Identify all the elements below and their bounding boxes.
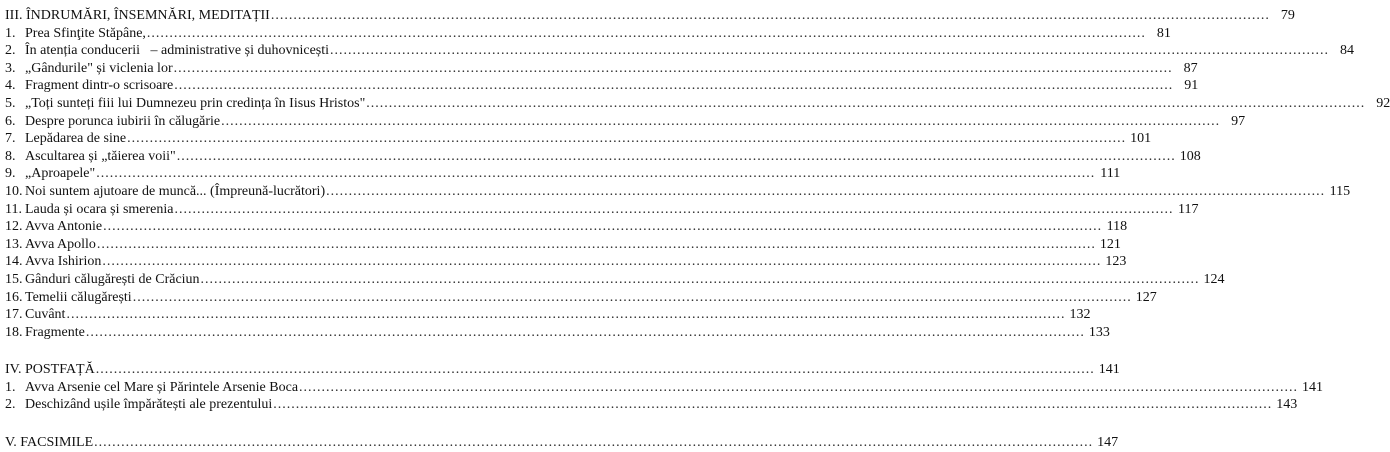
page-number: 141 <box>1302 379 1324 395</box>
toc-entry[interactable] <box>5 183 1351 201</box>
toc-entry[interactable] <box>5 306 1091 324</box>
dot-leader <box>271 7 1270 25</box>
page-number: 101 <box>1130 131 1152 147</box>
dot-leader <box>326 183 1325 201</box>
page-number: 84 <box>1340 43 1355 59</box>
dot-leader <box>96 165 1095 183</box>
toc-entry[interactable] <box>5 236 1121 254</box>
entry-title: „Aproapele" <box>25 166 96 182</box>
toc-entry[interactable] <box>5 396 1298 414</box>
toc-entry[interactable] <box>5 113 1246 131</box>
page-number: 117 <box>1178 201 1199 217</box>
entry-title: Fragmente <box>25 324 85 340</box>
toc-entry[interactable] <box>5 60 1198 78</box>
entry-number: 1. <box>5 379 16 395</box>
dot-leader <box>103 218 1102 236</box>
section-heading[interactable] <box>5 7 1295 25</box>
dot-leader <box>66 306 1065 324</box>
page-number: 121 <box>1099 236 1121 252</box>
toc-entry[interactable] <box>5 289 1157 307</box>
page-number: 132 <box>1069 307 1091 323</box>
page-number: 108 <box>1179 148 1201 164</box>
page-number: 115 <box>1329 183 1351 199</box>
page-number: 141 <box>1098 362 1120 378</box>
entry-number: 17. <box>5 307 23 323</box>
entry-title: Ascultarea și „tăierea voii" <box>25 148 176 164</box>
toc-entry[interactable] <box>5 77 1199 95</box>
entry-number: 14. <box>5 254 23 270</box>
entry-number: 13. <box>5 236 23 252</box>
toc-section-iii <box>5 7 1390 341</box>
section-title: IV. POSTFAȚĂ <box>5 362 95 378</box>
section-heading[interactable] <box>5 434 1119 452</box>
dot-leader <box>127 130 1126 148</box>
toc-entry[interactable] <box>5 253 1127 271</box>
toc-entry[interactable] <box>5 218 1128 236</box>
entry-number: 12. <box>5 219 23 235</box>
toc-entry[interactable] <box>5 25 1171 43</box>
entry-number: 8. <box>5 148 16 164</box>
entry-title: Temelii călugărești <box>25 289 132 305</box>
dot-leader <box>221 113 1220 131</box>
entry-title: Deschizând ușile împărătești ale prezentului <box>25 397 273 413</box>
entry-title: „Toți sunteți fiii lui Dumnezeu prin credința în Iisus Hristos" <box>25 95 366 111</box>
entry-number: 15. <box>5 271 23 287</box>
toc-entry[interactable] <box>5 165 1121 183</box>
entry-title: În atenția conducerii – administrative și duhovnicești <box>25 43 330 59</box>
entry-number: 3. <box>5 60 16 76</box>
dot-leader <box>174 77 1173 95</box>
toc-entry[interactable] <box>5 324 1110 342</box>
dot-leader <box>330 42 1329 60</box>
dot-leader <box>366 95 1365 113</box>
dot-leader <box>175 201 1174 219</box>
page-number: 111 <box>1100 166 1121 182</box>
page-number: 97 <box>1231 113 1246 129</box>
toc-entry[interactable] <box>5 95 1390 113</box>
entry-number: 10. <box>5 183 23 199</box>
page-number: 92 <box>1376 95 1390 111</box>
entry-title: „Gândurile" și viclenia lor <box>25 60 173 76</box>
page-number: 81 <box>1156 25 1171 41</box>
entry-number: 2. <box>5 397 16 413</box>
entry-number: 5. <box>5 95 16 111</box>
toc-entry[interactable] <box>5 201 1199 219</box>
entry-number: 1. <box>5 25 16 41</box>
page-number: 147 <box>1097 435 1119 451</box>
entry-title: Prea Sfinţite Stăpâne, <box>25 25 146 41</box>
entry-title: Avva Ishirion <box>25 254 102 270</box>
entry-number: 4. <box>5 78 16 94</box>
page-number: 127 <box>1135 289 1157 305</box>
section-title: III. ÎNDRUMĂRI, ÎNSEMNĂRI, MEDITAȚII <box>5 8 270 23</box>
page-number: 124 <box>1203 271 1225 287</box>
entry-title: Noi suntem ajutoare de muncă... (Împreună-lucrători) <box>25 183 326 199</box>
dot-leader <box>96 361 1095 379</box>
dot-leader <box>86 324 1085 342</box>
entry-number: 11. <box>5 201 22 217</box>
toc-entry[interactable] <box>5 379 1324 397</box>
dot-leader <box>102 253 1101 271</box>
entry-title: Avva Antonie <box>25 219 103 235</box>
toc-section-v <box>5 434 1119 452</box>
entry-number: 7. <box>5 131 16 147</box>
page-number: 118 <box>1106 219 1128 235</box>
entry-title: Avva Apollo <box>25 236 96 252</box>
entry-title: Lauda și ocara și smerenia <box>25 201 174 217</box>
section-heading[interactable] <box>5 361 1120 379</box>
entry-number: 16. <box>5 289 23 305</box>
entry-number: 18. <box>5 324 23 340</box>
page-number: 91 <box>1184 78 1199 94</box>
toc-section-iv <box>5 361 1324 414</box>
page-number: 143 <box>1276 397 1298 413</box>
dot-leader <box>147 25 1146 43</box>
page-number: 123 <box>1105 254 1127 270</box>
dot-leader <box>177 148 1176 166</box>
entry-title: Despre porunca iubirii în călugărie <box>25 113 221 129</box>
toc-entry[interactable] <box>5 271 1225 289</box>
entry-title: Fragment dintr-o scrisoare <box>25 78 174 94</box>
entry-title: Cuvânt <box>25 307 66 323</box>
entry-title: Avva Arsenie cel Mare și Părintele Arsenie Boca <box>25 379 299 395</box>
entry-title: Lepădarea de sine <box>25 131 127 147</box>
entry-title: Gânduri călugărești de Crăciun <box>25 271 200 287</box>
page-number: 133 <box>1088 324 1110 340</box>
entry-number: 2. <box>5 43 16 59</box>
toc-entry[interactable] <box>5 42 1355 60</box>
toc-entry[interactable] <box>5 130 1152 148</box>
dot-leader <box>201 271 1200 289</box>
entry-number: 9. <box>5 166 16 182</box>
dot-leader <box>133 289 1132 307</box>
dot-leader <box>94 434 1093 452</box>
dot-leader <box>299 379 1298 397</box>
dot-leader <box>174 60 1173 78</box>
page-number: 87 <box>1183 60 1198 76</box>
page-number: 79 <box>1280 8 1295 23</box>
dot-leader <box>97 236 1096 254</box>
entry-number: 6. <box>5 113 16 129</box>
toc-entry[interactable] <box>5 148 1201 166</box>
section-title: V. FACSIMILE <box>5 435 94 451</box>
dot-leader <box>273 396 1272 414</box>
